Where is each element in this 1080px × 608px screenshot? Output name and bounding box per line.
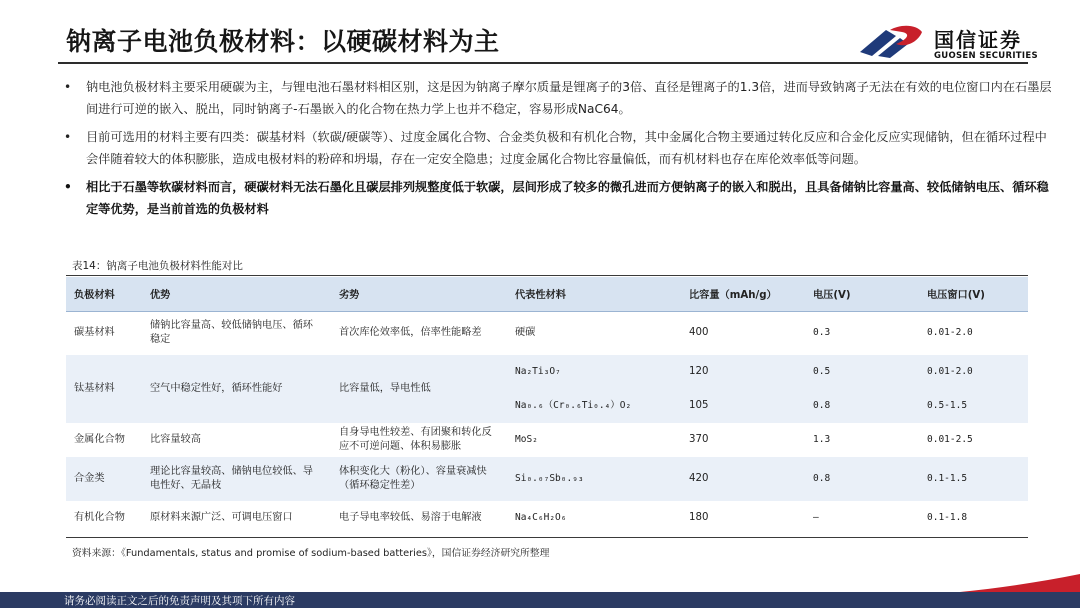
table-cell: 420: [681, 457, 805, 501]
table-caption: 表14：钠离子电池负极材料性能对比: [72, 260, 243, 272]
table-row: [66, 423, 1028, 457]
table-cell: 0.01-2.0: [919, 355, 1028, 389]
table-cell: 0.5-1.5: [919, 389, 1028, 423]
table-cell: 0.1-1.5: [919, 457, 1028, 501]
footer-disclaimer: 请务必阅读正文之后的免责声明及其项下所有内容: [64, 595, 295, 607]
table-row: [66, 311, 1028, 355]
column-header: 代表性材料: [507, 277, 681, 311]
comparison-table: [66, 277, 1028, 534]
table-cell: 120: [681, 355, 805, 389]
table-cell: 碳基材料: [74, 327, 115, 339]
footer-bar: [0, 592, 1080, 608]
table-cell: 有机化合物: [74, 511, 125, 523]
table-cell: 原材料来源广泛、可调电压窗口: [150, 511, 293, 523]
table-cell: 合金类: [66, 457, 142, 501]
column-header: 负极材料: [66, 277, 142, 311]
bullet-marker: •: [64, 130, 72, 144]
table-row: [66, 501, 1028, 534]
table-bottom-rule: [66, 537, 1028, 538]
column-header: 劣势: [331, 277, 507, 311]
table-row: [66, 457, 1028, 501]
table-cell: 105: [681, 389, 805, 423]
logo-text-en: GUOSEN SECURITIES: [934, 51, 1038, 61]
table-cell: –: [813, 511, 819, 523]
source-note: 资料来源：《Fundamentals, status and promise of sodium-based batteries》，国信证券经济研究所整理: [72, 548, 550, 559]
table-cell: 金属化合物: [74, 434, 125, 445]
bullet-item: [62, 126, 1052, 170]
table-cell: 储钠比容量高、较低储钠电压、循环稳定: [150, 320, 313, 346]
bullet-marker: •: [64, 80, 72, 94]
table-cell: 钛基材料: [66, 355, 142, 423]
table-cell: Na₂Ti₃O₇: [507, 355, 681, 389]
table-cell: 180: [689, 511, 709, 523]
bullet-text: 相比于石墨等软碳材料而言，硬碳材料无法石墨化且碳层排列规整度低于软碳，层间形成了较多的微孔进而方便钠离子的嵌入和脱出，且具备储钠比容量高、较低储钠电压、循环稳定等优势，是当前首选的负极材料: [86, 180, 1049, 216]
table-cell: 0.01-2.5: [927, 434, 973, 445]
bullet-item: [62, 76, 1052, 120]
column-header: 电压窗口(V): [919, 277, 1028, 311]
table-cell: 0.3: [813, 327, 831, 339]
caption-divider: [66, 275, 1028, 276]
table-cell: 370: [689, 434, 709, 445]
guosen-logo: [856, 20, 1036, 64]
table-header-row: [66, 277, 1028, 311]
guosen-logo-icon: [856, 22, 926, 62]
table-cell: 0.8: [805, 457, 919, 501]
table-cell: 体积变化大（粉化）、容量衰减快（循环稳定性差）: [331, 457, 507, 501]
table-cell: 首次库伦效率低，倍率性能略差: [339, 327, 482, 339]
table-cell: Na₄C₆H₂O₆: [515, 511, 567, 523]
slide-header: [0, 0, 1080, 66]
logo-text-cn: 国信证券: [934, 28, 1022, 52]
page-title: 钠离子电池负极材料：以硬碳材料为主: [66, 27, 500, 56]
bullet-item-highlight: [62, 176, 1052, 220]
bullet-text: 钠电池负极材料主要采用硬碳为主，与锂电池石墨材料相区别，这是因为钠离子摩尔质量是锂离子的3倍、直径是锂离子的1.3倍，进而导致钠离子无法在有效的电位窗口内在石墨层间进行可逆的嵌入、脱出，同时钠离子-石墨嵌入的化合物在热力学上也并不稳定，容易形成NaC64。: [86, 80, 1052, 116]
table-cell: 自身导电性较差、有团聚和转化反应不可逆问题、体积易膨胀: [339, 427, 492, 452]
table-cell: 0.5: [805, 355, 919, 389]
table-cell: 电子导电率较低、易溶于电解液: [339, 511, 482, 523]
table-cell: 比容量低，导电性低: [331, 355, 507, 423]
table-cell: Na₀.₆（Cr₀.₆Ti₀.₄）O₂: [507, 389, 681, 423]
table-cell: 空气中稳定性好，循环性能好: [142, 355, 331, 423]
bullet-text: 目前可选用的材料主要有四类：碳基材料（软碳/硬碳等）、过度金属化合物、合金类负极和有机化合物，其中金属化合物主要通过转化反应和合金化反应实现储钠，但在循环过程中会伴随着较大的体积膨胀，造成电极材料的粉碎和坍塌，存在一定安全隐患；过度金属化合物比容量偏低，而有机材料也存在库伦效率低等问题。: [86, 130, 1047, 166]
table-cell: Si₀.₀₇Sb₀.₉₃: [507, 457, 681, 501]
table-cell: 0.8: [805, 389, 919, 423]
table-cell: 理论比容量较高、储钠电位较低、导电性好、无晶枝: [142, 457, 331, 501]
table-cell: 比容量较高: [150, 434, 201, 445]
table-cell: 1.3: [813, 434, 831, 445]
table-cell: 400: [689, 327, 709, 339]
table-cell: 0.1-1.8: [927, 511, 968, 523]
header-divider: [58, 62, 1028, 64]
column-header: 比容量（mAh/g）: [681, 277, 805, 311]
column-header: 优势: [142, 277, 331, 311]
column-header: 电压(V): [805, 277, 919, 311]
bullet-list: [62, 76, 1052, 226]
table-cell: 0.01-2.0: [927, 327, 973, 339]
footer-accent-shape: [960, 574, 1080, 592]
bullet-marker: •: [64, 180, 72, 194]
table-cell: 硬碳: [515, 327, 536, 339]
table-row: [66, 355, 1028, 389]
table-cell: MoS₂: [515, 434, 538, 445]
